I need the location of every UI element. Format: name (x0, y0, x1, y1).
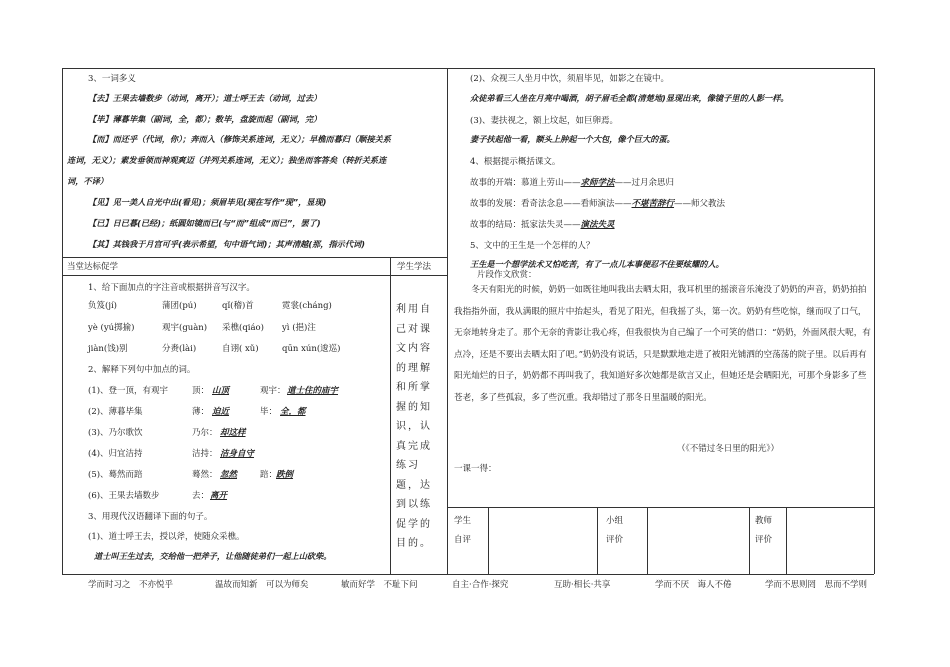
summary-row-1 (470, 176, 674, 188)
explain-word: 毕： (260, 407, 278, 417)
harvest-label: 一课一得： (454, 464, 497, 474)
explain-word: 顶： (192, 386, 210, 396)
eval-col4 (749, 507, 750, 574)
middle-header: 学生学法 (397, 262, 432, 272)
explain-word: 去： (192, 491, 210, 501)
translate-q2: (2)、众视三人坐月中饮，须眉毕见，如影之在镜中。 (470, 74, 670, 84)
pinyin-item: 蒲团(pú) (162, 301, 197, 311)
summary-answer: 演法失灵 (580, 220, 615, 230)
frame-bottom (62, 574, 874, 575)
eval-col1 (488, 507, 489, 574)
translate-a2: 众徒弟看三人坐在月亮中喝酒，胡子眉毛全都(清楚地)显现出来，像镜子里的人影一样。 (470, 93, 789, 103)
explain-word: 乃尔： (192, 428, 218, 438)
summary-row-2 (470, 197, 725, 209)
explain-question: (5)、蓦然而踣 (88, 470, 143, 480)
summary-answer: 求师学法 (580, 178, 615, 188)
footer-motto: 学而不思则罔 思而不学则 (765, 580, 868, 590)
explain-question: (3)、乃尔歌饮 (88, 428, 143, 438)
frame-top (62, 68, 874, 69)
translate-title: 3、用现代汉语翻译下面的句子。 (88, 512, 213, 522)
explain-answer: 迫近 (212, 407, 230, 417)
multi-meaning-line-8: 【其】其钱我于月宫可乎(表示希望，句中语气词)；其声清越(那，指示代词) (88, 239, 365, 249)
pinyin-item: 分赉(lài) (162, 344, 197, 354)
eval-student-label: 学生 自评 (454, 516, 472, 545)
pinyin-title: 1、给下面加点的字注音或根据拼音写汉字。 (88, 283, 255, 293)
footer-motto: 温故而知新 可以为师矣 (215, 580, 309, 590)
pinyin-item: qūn xún(逡巡) (282, 344, 341, 354)
pinyin-item: qǐ(稽)首 (222, 301, 254, 311)
translate-a3: 妻子扶起他一看，额头上肿起一个大包，像个巨大的蛋。 (470, 134, 675, 144)
summary-row-3 (470, 218, 615, 230)
multi-meaning-line-7: 【已】日已暮(已经)；纸圆如镜而已(与“而”组成“而已”，罢了) (88, 218, 321, 228)
eval-group-label: 小组 评价 (606, 516, 624, 545)
summary-title: 4、根据提示概括课文。 (470, 157, 561, 167)
footer-motto: 学而时习之 不亦悦乎 (88, 580, 174, 590)
eval-col5 (786, 507, 787, 574)
summary-rest: ——过月余思归 (614, 178, 675, 188)
eval-col2 (597, 507, 598, 574)
footer-motto: 自主·合作·探究 (452, 580, 509, 590)
footer-motto: 互助·相长·共享 (554, 580, 611, 590)
middle-column-divider (390, 257, 391, 574)
frame-right (874, 68, 875, 574)
pinyin-item: 自诩( xǔ) (222, 344, 259, 354)
pinyin-item: 观宇(guàn) (162, 323, 208, 333)
footer-motto: 学而不厌 诲人不倦 (655, 580, 732, 590)
explain-question: (6)、王果去墙数步 (88, 491, 160, 501)
multi-meaning-line-4: 连词，无义）；素发垂领而神观爽迈（并列关系连词，无义）；独坐而客答矣（转折关系连 (67, 155, 387, 165)
multi-meaning-line-1: 【去】王果去墙数步（动词，离开）；道士呼王去（动词，过去） (88, 93, 322, 103)
eval-teacher-label: 教师 评价 (755, 516, 773, 545)
reading-passage: 冬天有阳光的时候，奶奶一如既往地叫我出去晒太阳，我耳机里的摇滚音乐淹没了奶奶的声音，奶奶拍拍我指指外面，我从满眼的照片中抬起头，看见了阳光，但我摇了头，第一次。奶奶有些吃惊，继而叹了口气，无奈地转身走了。那个无奈的背影让我心疼，但我很快为自己编了一个可笑的借口：“奶奶，外面风很大呢，有点冷，还是不要出去晒太阳了吧。”奶奶没有说话，只是默默地走进了被阳光铺洒的空荡荡的院子里。以后再有阳光灿烂的日子，奶奶都不再叫我了，我知道好多次她都是欲言又止，但她还是会晒阳光，可那个身影多了些苍老，多了些孤寂，多了些沉重。我却错过了那冬日里温暖的阳光。 (454, 285, 871, 403)
reading-title: 片段作文欣赏： (477, 270, 537, 280)
explain-answer: 离开 (210, 491, 228, 501)
question-5: 5、文中的王生是一个怎样的人？ (470, 241, 595, 251)
pinyin-item: jiàn(饯)别 (88, 344, 128, 354)
eval-top-line (447, 507, 874, 508)
explain-question: (2)、薄暮毕集 (88, 407, 143, 417)
summary-label: 故事的开端：慕道上劳山—— (470, 178, 581, 188)
frame-left (62, 68, 63, 574)
pinyin-item: 负笈(jí) (88, 301, 117, 311)
explain-word: 蓦然： (192, 470, 218, 480)
explain-answer: 跌倒 (276, 470, 294, 480)
explain-word: 观宇： (260, 386, 286, 396)
frame-center-divider (447, 68, 448, 574)
multi-meaning-line-6: 【见】见一美人自光中出(看见)；须眉毕见(现在写作“现”，显现) (88, 197, 327, 207)
explain-answer: 洁身自守 (220, 449, 255, 459)
multi-meaning-line-2: 【毕】薄暮毕集（副词，全，都）；数毕，盘旋而起（副词，完） (88, 114, 322, 124)
middle-method-text: 利用自己对课文内容的理解和所掌握的知识，认真完成练习题，达到以练促学的目的。 (396, 304, 432, 549)
multi-meaning-line-3: 【而】而还乎（代词，你）；奔而入（修饰关系连词，无义）；早樵而暮归（顺接关系 (88, 134, 391, 144)
explain-title: 2、解释下列句中加点的词。 (88, 365, 196, 375)
translate-answer: 道士叫王生过去，交给他一把斧子，让他随徒弟们一起上山砍柴。 (94, 551, 332, 561)
explain-answer: 全，都 (280, 407, 306, 417)
answer-5: 王生是一个想学法术又怕吃苦，有了一点儿本事便忍不住要炫耀的人。 (470, 259, 724, 269)
eval-col3 (647, 507, 648, 574)
pinyin-item: 采樵(qiáo) (222, 323, 264, 333)
multi-meaning-line-5: 词，不译） (67, 176, 108, 186)
pinyin-item: yè (yú掷揄) (88, 323, 135, 333)
explain-word: 薄： (192, 407, 210, 417)
explain-word: 洁持： (192, 449, 218, 459)
explain-answer: 却这样 (220, 428, 246, 438)
explain-answer: 山顶 (212, 386, 230, 396)
section-header: 当堂达标促学 (67, 262, 119, 272)
pinyin-item: yì (挹)注 (282, 323, 316, 333)
reading-source: （《不错过冬日里的阳光》） (677, 444, 780, 454)
summary-label: 故事的发展：看奇法念息——看师演法—— (470, 199, 632, 209)
translate-q3: (3)、妻扶视之，额上坟起，如巨卵焉。 (470, 116, 619, 126)
summary-rest: ——师父教法 (674, 199, 726, 209)
multi-meaning-title: 3、一词多义 (88, 74, 136, 84)
translate-question: (1)、道士呼王去，授以斧，使随众采樵。 (88, 532, 245, 542)
pinyin-item: 霓裳(cháng) (282, 301, 332, 311)
summary-label: 故事的结局：抵家法失灵—— (470, 220, 581, 230)
explain-question: (1)、登一顶，有观宇 (88, 386, 169, 396)
explain-answer: 道士住的庙宇 (287, 386, 339, 396)
footer-motto: 敏而好学 不耻下问 (341, 580, 418, 590)
explain-question: (4)、归宜洁持 (88, 449, 143, 459)
explain-word: 踣： (260, 470, 278, 480)
summary-answer: 不堪苦辞行 (631, 199, 675, 209)
explain-answer: 忽然 (220, 470, 238, 480)
